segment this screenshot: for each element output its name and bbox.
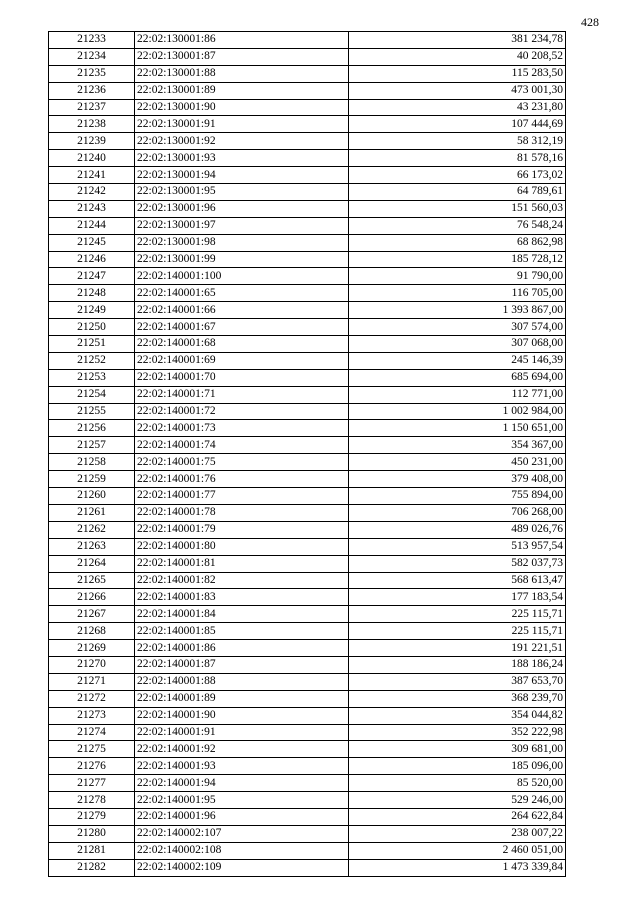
row-number-cell: 21260 — [49, 488, 135, 505]
cadastral-value-cell: 513 957,54 — [349, 538, 566, 555]
cadastral-number-cell: 22:02:140001:72 — [135, 403, 349, 420]
table-row — [49, 268, 566, 285]
cadastral-number-cell: 22:02:140001:100 — [135, 268, 349, 285]
cadastral-number-cell: 22:02:140002:107 — [135, 825, 349, 842]
table-row — [49, 336, 566, 353]
row-number-cell: 21274 — [49, 724, 135, 741]
cadastral-number-cell: 22:02:140001:91 — [135, 724, 349, 741]
table-row — [49, 251, 566, 268]
cadastral-value-cell: 529 246,00 — [349, 792, 566, 809]
cadastral-value-cell: 191 221,51 — [349, 640, 566, 657]
row-number-cell: 21270 — [49, 656, 135, 673]
table-row — [49, 623, 566, 640]
row-number-cell: 21258 — [49, 454, 135, 471]
cadastral-value-cell: 112 771,00 — [349, 386, 566, 403]
cadastral-value-cell: 1 150 651,00 — [349, 420, 566, 437]
cadastral-number-cell: 22:02:140001:65 — [135, 285, 349, 302]
cadastral-number-cell: 22:02:140001:90 — [135, 707, 349, 724]
cadastral-number-cell: 22:02:140001:94 — [135, 775, 349, 792]
row-number-cell: 21250 — [49, 319, 135, 336]
cadastral-number-cell: 22:02:130001:87 — [135, 48, 349, 65]
row-number-cell: 21236 — [49, 82, 135, 99]
cadastral-number-cell: 22:02:140001:81 — [135, 555, 349, 572]
table-row — [49, 606, 566, 623]
cadastral-number-cell: 22:02:140001:80 — [135, 538, 349, 555]
cadastral-number-cell: 22:02:140001:76 — [135, 471, 349, 488]
row-number-cell: 21251 — [49, 336, 135, 353]
cadastral-number-cell: 22:02:140001:70 — [135, 369, 349, 386]
cadastral-number-cell: 22:02:130001:97 — [135, 217, 349, 234]
cadastral-value-cell: 76 548,24 — [349, 217, 566, 234]
table-row — [49, 825, 566, 842]
table-row — [49, 99, 566, 116]
cadastral-number-cell: 22:02:130001:92 — [135, 133, 349, 150]
table-row — [49, 285, 566, 302]
page-number: 428 — [581, 15, 599, 29]
row-number-cell: 21281 — [49, 842, 135, 859]
row-number-cell: 21243 — [49, 200, 135, 217]
table-row — [49, 454, 566, 471]
cadastral-number-cell: 22:02:140001:69 — [135, 352, 349, 369]
row-number-cell: 21233 — [49, 32, 135, 49]
cadastral-number-cell: 22:02:140001:89 — [135, 690, 349, 707]
row-number-cell: 21257 — [49, 437, 135, 454]
cadastral-value-cell: 66 173,02 — [349, 167, 566, 184]
table-row — [49, 640, 566, 657]
row-number-cell: 21278 — [49, 792, 135, 809]
cadastral-number-cell: 22:02:140001:66 — [135, 302, 349, 319]
cadastral-number-cell: 22:02:130001:96 — [135, 200, 349, 217]
row-number-cell: 21273 — [49, 707, 135, 724]
table-row — [49, 200, 566, 217]
cadastral-value-cell: 706 268,00 — [349, 504, 566, 521]
row-number-cell: 21235 — [49, 65, 135, 82]
table-row — [49, 116, 566, 133]
cadastral-number-cell: 22:02:140001:71 — [135, 386, 349, 403]
table-row — [49, 724, 566, 741]
cadastral-number-cell: 22:02:130001:91 — [135, 116, 349, 133]
cadastral-value-cell: 225 115,71 — [349, 606, 566, 623]
cadastral-value-cell: 91 790,00 — [349, 268, 566, 285]
cadastral-value-cell: 473 001,30 — [349, 82, 566, 99]
cadastral-value-cell: 68 862,98 — [349, 234, 566, 251]
table-row — [49, 808, 566, 825]
cadastral-value-cell: 352 222,98 — [349, 724, 566, 741]
table-row — [49, 48, 566, 65]
cadastral-number-cell: 22:02:130001:95 — [135, 184, 349, 201]
table-row — [49, 792, 566, 809]
cadastral-number-cell: 22:02:140001:86 — [135, 640, 349, 657]
cadastral-value-cell: 58 312,19 — [349, 133, 566, 150]
cadastral-value-cell: 379 408,00 — [349, 471, 566, 488]
table-row — [49, 538, 566, 555]
table-row — [49, 369, 566, 386]
cadastral-value-cell: 1 393 867,00 — [349, 302, 566, 319]
cadastral-number-cell: 22:02:130001:94 — [135, 167, 349, 184]
table-row — [49, 471, 566, 488]
table-row — [49, 488, 566, 505]
row-number-cell: 21240 — [49, 150, 135, 167]
cadastral-value-cell: 1 473 339,84 — [349, 859, 566, 876]
table-row — [49, 234, 566, 251]
row-number-cell: 21268 — [49, 623, 135, 640]
cadastral-number-cell: 22:02:130001:99 — [135, 251, 349, 268]
row-number-cell: 21265 — [49, 572, 135, 589]
row-number-cell: 21241 — [49, 167, 135, 184]
row-number-cell: 21246 — [49, 251, 135, 268]
cadastral-number-cell: 22:02:130001:86 — [135, 32, 349, 49]
cadastral-value-cell: 755 894,00 — [349, 488, 566, 505]
cadastral-value-cell: 40 208,52 — [349, 48, 566, 65]
table-row — [49, 504, 566, 521]
cadastral-number-cell: 22:02:140002:109 — [135, 859, 349, 876]
row-number-cell: 21238 — [49, 116, 135, 133]
cadastral-number-cell: 22:02:140001:83 — [135, 589, 349, 606]
table-row — [49, 133, 566, 150]
cadastral-number-cell: 22:02:140001:92 — [135, 741, 349, 758]
cadastral-number-cell: 22:02:140001:67 — [135, 319, 349, 336]
row-number-cell: 21237 — [49, 99, 135, 116]
row-number-cell: 21272 — [49, 690, 135, 707]
table-row — [49, 150, 566, 167]
row-number-cell: 21267 — [49, 606, 135, 623]
cadastral-number-cell: 22:02:140001:78 — [135, 504, 349, 521]
table-row — [49, 386, 566, 403]
row-number-cell: 21280 — [49, 825, 135, 842]
table-row — [49, 319, 566, 336]
cadastral-value-cell: 238 007,22 — [349, 825, 566, 842]
table-row — [49, 217, 566, 234]
cadastral-number-cell: 22:02:140001:84 — [135, 606, 349, 623]
cadastral-value-cell: 582 037,73 — [349, 555, 566, 572]
row-number-cell: 21279 — [49, 808, 135, 825]
table-row — [49, 758, 566, 775]
row-number-cell: 21254 — [49, 386, 135, 403]
table-row — [49, 82, 566, 99]
row-number-cell: 21248 — [49, 285, 135, 302]
row-number-cell: 21263 — [49, 538, 135, 555]
row-number-cell: 21253 — [49, 369, 135, 386]
cadastral-value-cell: 85 520,00 — [349, 775, 566, 792]
row-number-cell: 21266 — [49, 589, 135, 606]
row-number-cell: 21239 — [49, 133, 135, 150]
cadastral-number-cell: 22:02:140001:77 — [135, 488, 349, 505]
table-row — [49, 690, 566, 707]
row-number-cell: 21275 — [49, 741, 135, 758]
cadastral-number-cell: 22:02:140001:93 — [135, 758, 349, 775]
cadastral-value-cell: 185 728,12 — [349, 251, 566, 268]
cadastral-value-cell: 354 044,82 — [349, 707, 566, 724]
row-number-cell: 21261 — [49, 504, 135, 521]
cadastral-value-cell: 107 444,69 — [349, 116, 566, 133]
table-row — [49, 420, 566, 437]
cadastral-value-cell: 81 578,16 — [349, 150, 566, 167]
table-row — [49, 167, 566, 184]
cadastral-number-cell: 22:02:130001:98 — [135, 234, 349, 251]
cadastral-number-cell: 22:02:140002:108 — [135, 842, 349, 859]
cadastral-value-cell: 489 026,76 — [349, 521, 566, 538]
cadastral-number-cell: 22:02:140001:73 — [135, 420, 349, 437]
table-row — [49, 184, 566, 201]
cadastral-value-cell: 1 002 984,00 — [349, 403, 566, 420]
table-row — [49, 741, 566, 758]
row-number-cell: 21249 — [49, 302, 135, 319]
table-row — [49, 32, 566, 49]
row-number-cell: 21282 — [49, 859, 135, 876]
cadastral-value-cell: 188 186,24 — [349, 656, 566, 673]
cadastral-number-cell: 22:02:130001:93 — [135, 150, 349, 167]
cadastral-value-cell: 368 239,70 — [349, 690, 566, 707]
cadastral-value-cell: 185 096,00 — [349, 758, 566, 775]
table-row — [49, 572, 566, 589]
table-row — [49, 521, 566, 538]
row-number-cell: 21276 — [49, 758, 135, 775]
cadastral-number-cell: 22:02:140001:88 — [135, 673, 349, 690]
cadastral-value-cell: 177 183,54 — [349, 589, 566, 606]
row-number-cell: 21277 — [49, 775, 135, 792]
cadastral-value-cell: 387 653,70 — [349, 673, 566, 690]
table-row — [49, 673, 566, 690]
table-row — [49, 403, 566, 420]
table-row — [49, 842, 566, 859]
row-number-cell: 21244 — [49, 217, 135, 234]
cadastral-value-cell: 264 622,84 — [349, 808, 566, 825]
row-number-cell: 21256 — [49, 420, 135, 437]
table-row — [49, 65, 566, 82]
cadastral-value-cell: 381 234,78 — [349, 32, 566, 49]
table-row — [49, 437, 566, 454]
cadastral-value-cell: 43 231,80 — [349, 99, 566, 116]
cadastral-number-cell: 22:02:140001:95 — [135, 792, 349, 809]
table-row — [49, 775, 566, 792]
cadastral-value-cell: 307 068,00 — [349, 336, 566, 353]
cadastral-value-table — [48, 31, 566, 877]
table-row — [49, 589, 566, 606]
table-row — [49, 707, 566, 724]
cadastral-value-cell: 225 115,71 — [349, 623, 566, 640]
cadastral-number-cell: 22:02:140001:85 — [135, 623, 349, 640]
table-row — [49, 656, 566, 673]
cadastral-value-cell: 450 231,00 — [349, 454, 566, 471]
cadastral-number-cell: 22:02:140001:79 — [135, 521, 349, 538]
cadastral-value-cell: 245 146,39 — [349, 352, 566, 369]
row-number-cell: 21252 — [49, 352, 135, 369]
cadastral-number-cell: 22:02:130001:89 — [135, 82, 349, 99]
cadastral-number-cell: 22:02:140001:82 — [135, 572, 349, 589]
row-number-cell: 21259 — [49, 471, 135, 488]
cadastral-value-cell: 151 560,03 — [349, 200, 566, 217]
cadastral-value-cell: 116 705,00 — [349, 285, 566, 302]
table-row — [49, 555, 566, 572]
cadastral-number-cell: 22:02:140001:74 — [135, 437, 349, 454]
row-number-cell: 21255 — [49, 403, 135, 420]
table-row — [49, 352, 566, 369]
row-number-cell: 21271 — [49, 673, 135, 690]
cadastral-number-cell: 22:02:130001:88 — [135, 65, 349, 82]
cadastral-value-cell: 64 789,61 — [349, 184, 566, 201]
table-row — [49, 859, 566, 876]
row-number-cell: 21242 — [49, 184, 135, 201]
row-number-cell: 21262 — [49, 521, 135, 538]
row-number-cell: 21264 — [49, 555, 135, 572]
cadastral-number-cell: 22:02:140001:87 — [135, 656, 349, 673]
row-number-cell: 21245 — [49, 234, 135, 251]
cadastral-number-cell: 22:02:130001:90 — [135, 99, 349, 116]
cadastral-value-cell: 2 460 051,00 — [349, 842, 566, 859]
row-number-cell: 21269 — [49, 640, 135, 657]
cadastral-value-cell: 309 681,00 — [349, 741, 566, 758]
cadastral-value-cell: 307 574,00 — [349, 319, 566, 336]
cadastral-value-cell: 568 613,47 — [349, 572, 566, 589]
row-number-cell: 21234 — [49, 48, 135, 65]
cadastral-value-cell: 685 694,00 — [349, 369, 566, 386]
cadastral-number-cell: 22:02:140001:96 — [135, 808, 349, 825]
cadastral-number-cell: 22:02:140001:68 — [135, 336, 349, 353]
cadastral-value-cell: 115 283,50 — [349, 65, 566, 82]
row-number-cell: 21247 — [49, 268, 135, 285]
table-row — [49, 302, 566, 319]
cadastral-value-cell: 354 367,00 — [349, 437, 566, 454]
cadastral-number-cell: 22:02:140001:75 — [135, 454, 349, 471]
table-body — [49, 32, 566, 877]
